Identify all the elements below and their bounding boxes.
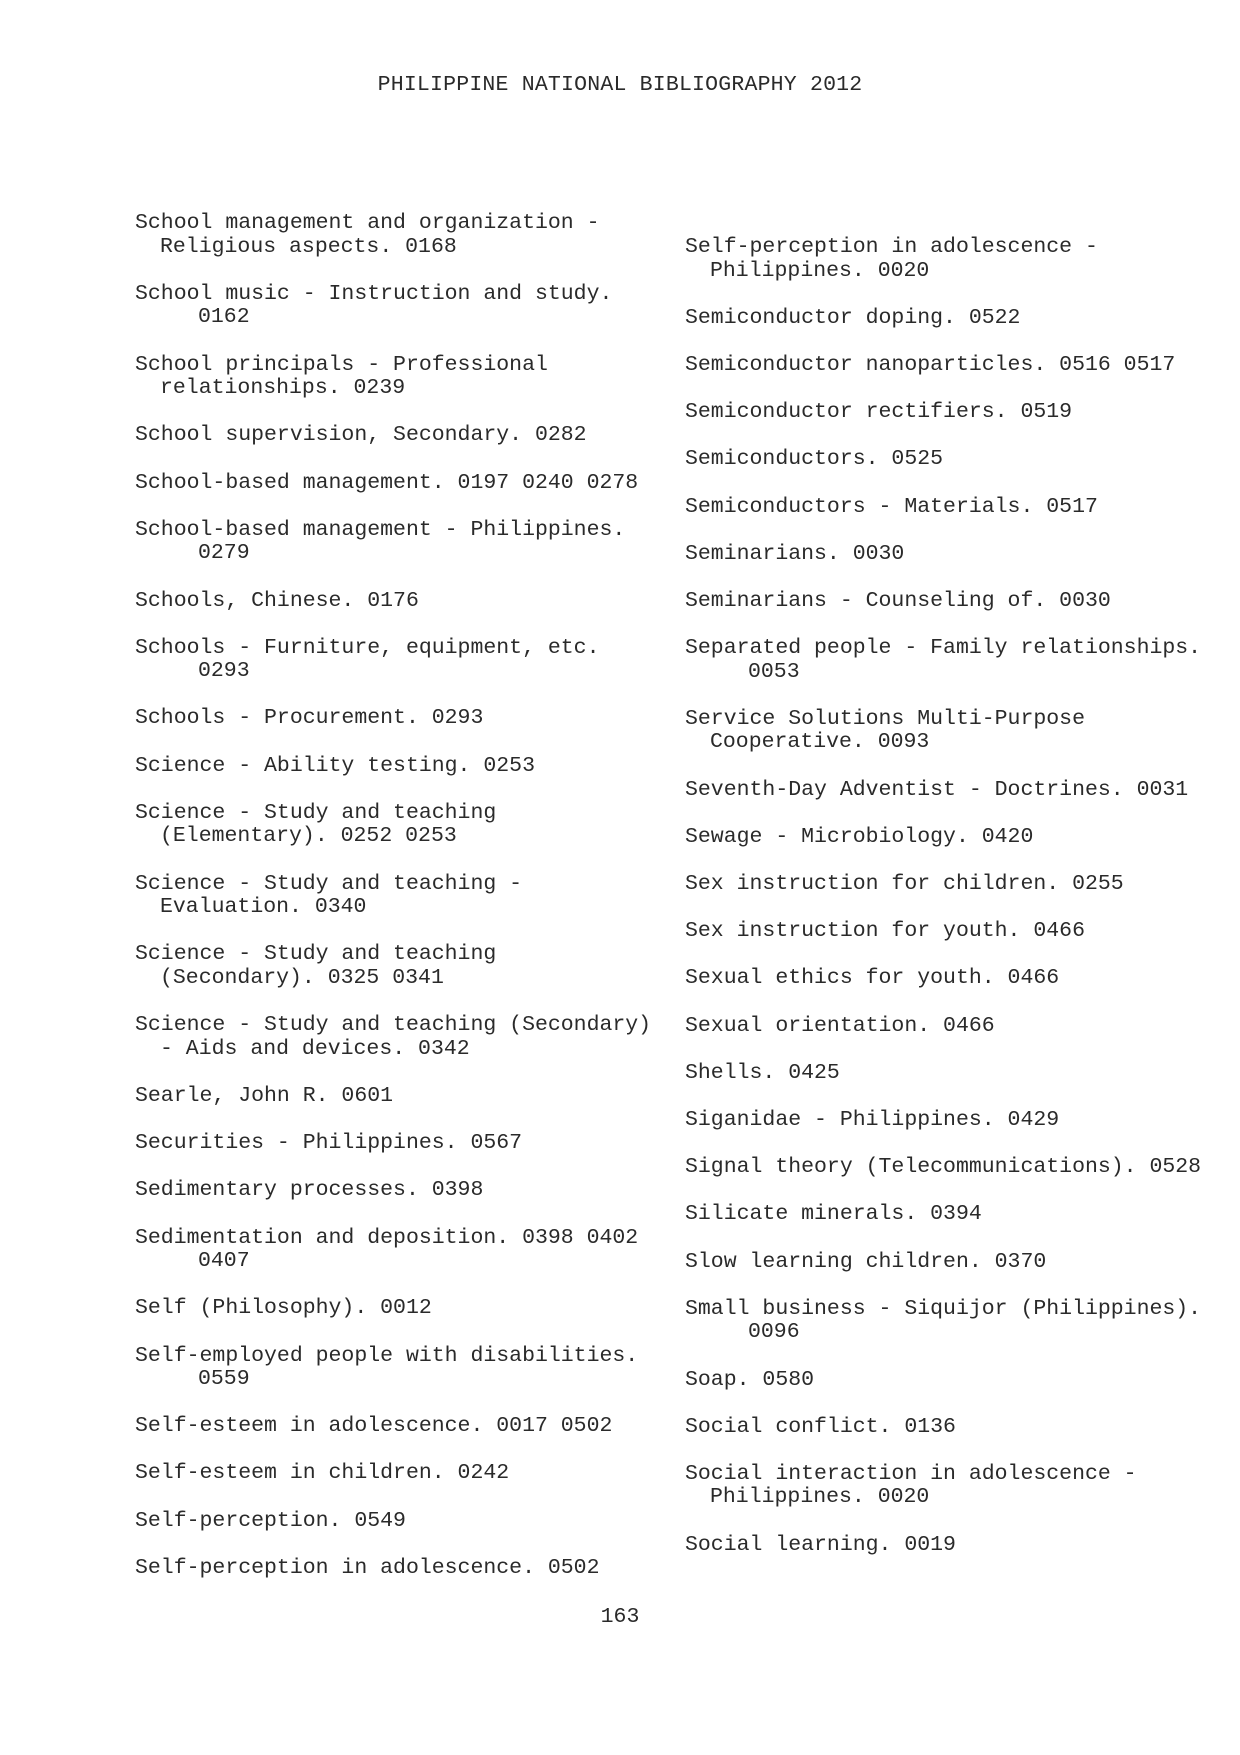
index-entry: [685, 1156, 1205, 1180]
entry-heading-line: Science - Study and teaching (Secondary): [135, 1013, 652, 1038]
entry-continuation-line: (Secondary). 0325 0341: [160, 966, 444, 990]
entry-continuation-line: relationships. 0239: [160, 376, 406, 401]
index-entry: [685, 543, 1205, 567]
index-entry: [685, 1534, 1205, 1558]
entry-heading-line: Soap. 0580: [685, 1367, 815, 1392]
entry-heading-line: Sexual orientation. 0466: [685, 1013, 995, 1038]
entry-heading-line: Sedimentation and deposition. 0398 0402: [135, 1225, 639, 1250]
entry-heading-line: Self-perception in adolescence -: [685, 235, 1098, 259]
index-entry: [685, 307, 1205, 331]
index-entry: [685, 779, 1205, 803]
index-entry: [685, 1416, 1205, 1440]
index-entry: [135, 212, 655, 259]
entry-heading-line: Self-esteem in children. 0242: [135, 1461, 510, 1486]
index-entry: [685, 448, 1205, 472]
entry-heading-line: School-based management. 0197 0240 0278: [135, 470, 639, 495]
index-entry: [135, 707, 655, 731]
entry-heading-line: Siganidae - Philippines. 0429: [685, 1107, 1060, 1132]
entry-heading-line: Sex instruction for children. 0255: [685, 872, 1124, 897]
entry-heading-line: Science - Study and teaching: [135, 800, 497, 825]
index-entry: [135, 1462, 655, 1486]
entry-heading-line: Sexual ethics for youth. 0466: [685, 966, 1060, 991]
entry-heading-line: Semiconductors. 0525: [685, 447, 944, 472]
entry-continuation-line: Philippines. 0020: [710, 258, 930, 283]
entry-continuation-line: 0053: [748, 659, 800, 684]
index-entry: [685, 590, 1205, 614]
index-entry: [135, 354, 655, 401]
entry-heading-line: Semiconductor nanoparticles. 0516 0517: [685, 352, 1176, 377]
index-entry: [135, 1557, 655, 1581]
entry-continuation-line: 0559: [198, 1367, 250, 1392]
index-entry: [135, 1345, 655, 1392]
entry-continuation-line: Religious aspects. 0168: [160, 234, 457, 259]
left-column: [135, 212, 655, 1604]
index-entry: [135, 1415, 655, 1439]
entry-heading-line: School management and organization -: [135, 211, 600, 235]
entry-heading-line: Securities - Philippines. 0567: [135, 1131, 523, 1156]
entry-continuation-line: Evaluation. 0340: [160, 895, 367, 920]
index-entry: [135, 1132, 655, 1156]
index-entry: [685, 1015, 1205, 1039]
entry-heading-line: Seminarians - Counseling of. 0030: [685, 588, 1111, 613]
page-header: PHILIPPINE NATIONAL BIBLIOGRAPHY 2012: [377, 73, 863, 97]
entry-continuation-line: 0096: [748, 1320, 800, 1345]
index-entry: [135, 1014, 655, 1061]
entry-heading-line: Silicate minerals. 0394: [685, 1202, 982, 1227]
entry-heading-line: Semiconductor rectifiers. 0519: [685, 400, 1073, 425]
index-entry: [135, 1179, 655, 1203]
entry-heading-line: Self-perception. 0549: [135, 1508, 406, 1533]
entry-continuation-line: - Aids and devices. 0342: [160, 1036, 470, 1061]
entry-heading-line: Schools, Chinese. 0176: [135, 588, 419, 613]
index-entry: [685, 1203, 1205, 1227]
entry-heading-line: School supervision, Secondary. 0282: [135, 423, 587, 448]
entry-continuation-line: (Elementary). 0252 0253: [160, 824, 457, 849]
entry-heading-line: Separated people - Family relationships.: [685, 636, 1202, 661]
entry-heading-line: Shells. 0425: [685, 1060, 840, 1085]
index-entry: [135, 755, 655, 779]
entry-heading-line: Social conflict. 0136: [685, 1414, 956, 1439]
entry-heading-line: Science - Study and teaching: [135, 942, 497, 967]
entry-continuation-line: 0293: [198, 659, 250, 684]
index-entry: [135, 283, 655, 330]
index-entry: [135, 873, 655, 920]
entry-heading-line: Seventh-Day Adventist - Doctrines. 0031: [685, 777, 1189, 802]
index-entry: [135, 424, 655, 448]
entry-heading-line: Service Solutions Multi-Purpose: [685, 706, 1085, 731]
index-entry: [685, 496, 1205, 520]
entry-heading-line: Sex instruction for youth. 0466: [685, 919, 1085, 944]
page-number: 163: [600, 1605, 640, 1629]
index-entry: [685, 1251, 1205, 1275]
right-column: [685, 236, 1205, 1581]
entry-continuation-line: Cooperative. 0093: [710, 730, 930, 755]
entry-heading-line: Self (Philosophy). 0012: [135, 1296, 432, 1321]
entry-heading-line: Social learning. 0019: [685, 1532, 956, 1557]
index-entry: [135, 590, 655, 614]
index-entry: [685, 401, 1205, 425]
index-entry: [685, 1109, 1205, 1133]
entry-heading-line: Self-employed people with disabilities.: [135, 1343, 639, 1368]
entry-heading-line: School principals - Professional: [135, 352, 548, 377]
index-entry: [135, 472, 655, 496]
index-entry: [685, 708, 1205, 755]
entry-heading-line: Schools - Furniture, equipment, etc.: [135, 635, 600, 660]
entry-heading-line: Semiconductor doping. 0522: [685, 305, 1021, 330]
index-entry: [135, 943, 655, 990]
entry-continuation-line: Philippines. 0020: [710, 1485, 930, 1510]
entry-heading-line: Self-perception in adolescence. 0502: [135, 1555, 600, 1580]
index-entry: [685, 354, 1205, 378]
entry-heading-line: Science - Ability testing. 0253: [135, 753, 535, 778]
entry-heading-line: Sedimentary processes. 0398: [135, 1178, 484, 1203]
entry-continuation-line: 0407: [198, 1249, 250, 1274]
entry-heading-line: Small business - Siquijor (Philippines).: [685, 1296, 1202, 1321]
index-entry: [685, 236, 1205, 283]
index-entry: [685, 1062, 1205, 1086]
entry-heading-line: Science - Study and teaching -: [135, 871, 523, 896]
entry-continuation-line: 0162: [198, 305, 250, 330]
entry-heading-line: Schools - Procurement. 0293: [135, 706, 484, 731]
entry-heading-line: Signal theory (Telecommunications). 0528: [685, 1155, 1202, 1180]
index-entry: [135, 637, 655, 684]
entry-heading-line: Sewage - Microbiology. 0420: [685, 824, 1034, 849]
entry-heading-line: Social interaction in adolescence -: [685, 1461, 1137, 1486]
index-entry: [685, 826, 1205, 850]
entry-heading-line: School-based management - Philippines.: [135, 517, 626, 542]
index-entry: [685, 1298, 1205, 1345]
index-entry: [135, 802, 655, 849]
index-entry: [685, 637, 1205, 684]
index-entry: [685, 920, 1205, 944]
index-entry: [135, 1085, 655, 1109]
entry-continuation-line: 0279: [198, 541, 250, 566]
entry-heading-line: School music - Instruction and study.: [135, 281, 613, 306]
entry-heading-line: Semiconductors - Materials. 0517: [685, 494, 1098, 519]
index-entry: [685, 873, 1205, 897]
index-entry: [135, 1297, 655, 1321]
entry-heading-line: Searle, John R. 0601: [135, 1083, 394, 1108]
index-entry: [135, 519, 655, 566]
index-entry: [135, 1227, 655, 1274]
index-entry: [135, 1510, 655, 1534]
entry-heading-line: Seminarians. 0030: [685, 541, 905, 566]
index-entry: [685, 967, 1205, 991]
index-entry: [685, 1369, 1205, 1393]
entry-heading-line: Slow learning children. 0370: [685, 1249, 1047, 1274]
index-entry: [685, 1463, 1205, 1510]
entry-heading-line: Self-esteem in adolescence. 0017 0502: [135, 1414, 613, 1439]
